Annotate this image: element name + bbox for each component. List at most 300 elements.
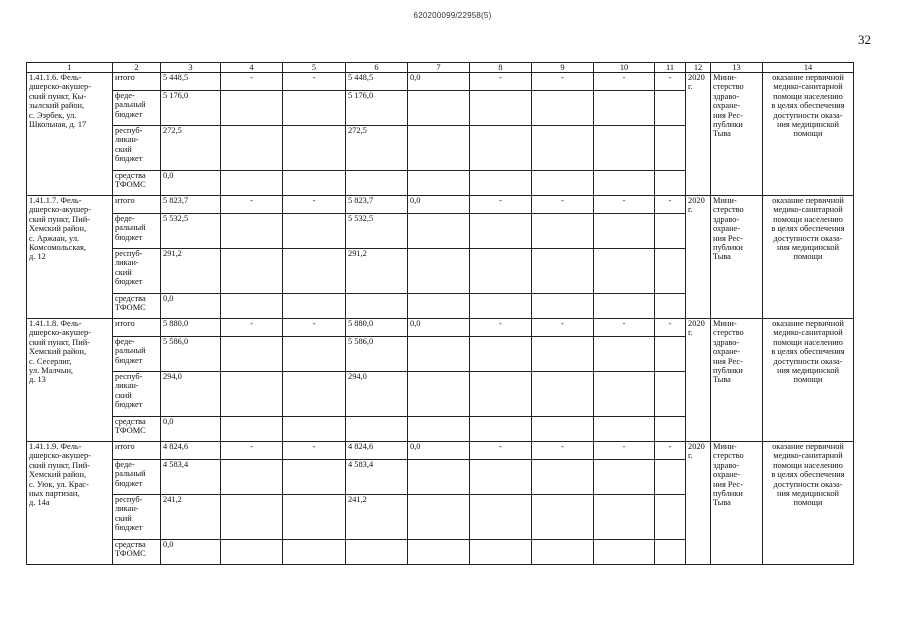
total-col8: - xyxy=(470,442,532,460)
text-line: ликан- xyxy=(115,381,139,391)
text-line: дшерско-акушер- xyxy=(29,205,91,215)
federal-col9 xyxy=(532,460,594,495)
facility-name xyxy=(27,73,113,196)
text-line: ния медицинской xyxy=(776,120,840,130)
text-line: публики xyxy=(713,489,743,499)
text-line: респуб- xyxy=(115,126,143,135)
column-number-9: 9 xyxy=(532,63,594,73)
text-line: ликан- xyxy=(115,258,139,268)
text-line: феде- xyxy=(115,91,135,100)
text-line: публики xyxy=(713,243,743,253)
column-number-5: 5 xyxy=(283,63,346,73)
tfoms-col3: 0,0 xyxy=(161,417,221,442)
total-col3: 5 448,5 xyxy=(161,73,221,91)
text-line: ский xyxy=(115,267,132,277)
facility-name xyxy=(27,442,113,565)
republic-col5 xyxy=(283,372,346,417)
republic-col6: 291,2 xyxy=(346,249,408,294)
executor xyxy=(711,442,763,565)
text-line: феде- xyxy=(115,460,135,469)
federal-col11 xyxy=(655,214,686,249)
tfoms-col10 xyxy=(594,171,655,196)
budget-table xyxy=(26,62,854,565)
goal-description xyxy=(763,73,854,196)
text-line: респуб- xyxy=(115,249,143,258)
tfoms-col6 xyxy=(346,540,408,565)
text-line: охране- xyxy=(713,101,741,111)
text-line: респуб- xyxy=(115,372,143,381)
text-line: публики xyxy=(713,120,743,130)
text-line: Мини- xyxy=(713,442,737,451)
executor xyxy=(711,196,763,319)
tfoms-col3: 0,0 xyxy=(161,171,221,196)
text-line: медико-санитарной xyxy=(773,205,843,215)
column-number-12: 12 xyxy=(686,63,711,73)
tfoms-col9 xyxy=(532,540,594,565)
text-line: с. Уюк, ул. Крас- xyxy=(29,479,89,489)
total-col11: - xyxy=(655,196,686,214)
text-line: Тыва xyxy=(713,252,731,262)
republic-col11 xyxy=(655,495,686,540)
text-line: Тыва xyxy=(713,129,731,139)
source-tfoms-label xyxy=(113,171,161,196)
text-line: бюджет xyxy=(115,523,143,533)
source-republic-label xyxy=(113,126,161,171)
completion-year xyxy=(686,319,711,442)
text-line: дшерско-акушер- xyxy=(29,451,91,461)
text-line: Мини- xyxy=(713,196,737,205)
federal-col3: 5 586,0 xyxy=(161,337,221,372)
text-line: ский xyxy=(115,144,132,154)
republic-col8 xyxy=(470,126,532,171)
source-federal-label xyxy=(113,337,161,372)
text-line: ральный xyxy=(115,223,146,233)
text-line: здраво- xyxy=(713,460,740,470)
federal-col7 xyxy=(408,91,470,126)
text-line: г. xyxy=(688,205,693,215)
column-number-7: 7 xyxy=(408,63,470,73)
total-col5: - xyxy=(283,319,346,337)
total-col8: - xyxy=(470,196,532,214)
total-col5: - xyxy=(283,73,346,91)
republic-col4 xyxy=(221,249,283,294)
column-number-10: 10 xyxy=(594,63,655,73)
federal-col10 xyxy=(594,460,655,495)
document-id: 620200099/22958(5) xyxy=(413,11,492,20)
republic-col7 xyxy=(408,495,470,540)
text-line: с. Сесерлиг, xyxy=(29,356,72,366)
text-line: помощи населению xyxy=(773,91,843,101)
total-col9: - xyxy=(532,442,594,460)
text-line: ТФОМС xyxy=(115,303,146,313)
text-line: в целях обеспечения xyxy=(771,470,845,480)
federal-col6: 5 176,0 xyxy=(346,91,408,126)
republic-col4 xyxy=(221,372,283,417)
text-line: Мини- xyxy=(713,319,737,328)
republic-col11 xyxy=(655,372,686,417)
republic-col10 xyxy=(594,372,655,417)
text-line: здраво- xyxy=(713,91,740,101)
text-line: стерство xyxy=(713,451,744,461)
tfoms-col10 xyxy=(594,540,655,565)
total-col8: - xyxy=(470,73,532,91)
total-col7: 0,0 xyxy=(408,319,470,337)
text-line: Тыва xyxy=(713,498,731,508)
republic-col8 xyxy=(470,495,532,540)
text-line: ния Рес- xyxy=(713,479,743,489)
text-line: ния Рес- xyxy=(713,233,743,243)
total-col4: - xyxy=(221,196,283,214)
tfoms-col9 xyxy=(532,417,594,442)
total-col4: - xyxy=(221,73,283,91)
column-number-2: 2 xyxy=(113,63,161,73)
text-line: с. Аржаан, ул. xyxy=(29,233,80,243)
federal-col4 xyxy=(221,214,283,249)
column-number-row xyxy=(27,63,854,73)
total-col9: - xyxy=(532,196,594,214)
federal-col10 xyxy=(594,337,655,372)
text-line: бюджет xyxy=(115,355,143,365)
text-line: 1.41.1.9. Фель- xyxy=(29,442,82,451)
text-line: ский пункт, Пий- xyxy=(29,460,90,470)
tfoms-col9 xyxy=(532,294,594,319)
tfoms-col8 xyxy=(470,294,532,319)
total-col11: - xyxy=(655,442,686,460)
text-line: ликан- xyxy=(115,135,139,145)
text-line: доступности оказа- xyxy=(773,356,843,366)
source-total-label: итого xyxy=(113,319,161,337)
tfoms-col6 xyxy=(346,417,408,442)
federal-col8 xyxy=(470,460,532,495)
republic-col3: 272,5 xyxy=(161,126,221,171)
republic-col7 xyxy=(408,249,470,294)
table-row-total xyxy=(27,319,854,337)
republic-col5 xyxy=(283,495,346,540)
text-line: г. xyxy=(688,82,693,92)
tfoms-col11 xyxy=(655,540,686,565)
republic-col4 xyxy=(221,495,283,540)
republic-col11 xyxy=(655,126,686,171)
tfoms-col4 xyxy=(221,171,283,196)
text-line: Комсомольская, xyxy=(29,243,86,253)
text-line: зылский район, xyxy=(29,101,85,111)
text-line: д. 12 xyxy=(29,252,46,262)
text-line: 2020 xyxy=(688,442,705,451)
federal-col4 xyxy=(221,337,283,372)
republic-col7 xyxy=(408,126,470,171)
text-line: оказание первичной xyxy=(772,73,844,82)
republic-col6: 272,5 xyxy=(346,126,408,171)
text-line: ТФОМС xyxy=(115,180,146,190)
total-col6: 5 448,5 xyxy=(346,73,408,91)
republic-col7 xyxy=(408,372,470,417)
federal-col5 xyxy=(283,337,346,372)
text-line: средства xyxy=(115,294,146,303)
facility-name xyxy=(27,319,113,442)
goal-description xyxy=(763,319,854,442)
source-federal-label xyxy=(113,91,161,126)
total-col6: 5 880,0 xyxy=(346,319,408,337)
total-col4: - xyxy=(221,442,283,460)
text-line: Хемский район, xyxy=(29,347,87,357)
text-line: ных партизан, xyxy=(29,489,80,499)
text-line: бюджет xyxy=(115,154,143,164)
executor xyxy=(711,319,763,442)
republic-col10 xyxy=(594,126,655,171)
federal-col10 xyxy=(594,91,655,126)
text-line: ул. Малчын, xyxy=(29,366,74,376)
source-tfoms-label xyxy=(113,540,161,565)
federal-col6: 5 532,5 xyxy=(346,214,408,249)
total-col11: - xyxy=(655,319,686,337)
republic-col9 xyxy=(532,249,594,294)
total-col11: - xyxy=(655,73,686,91)
source-republic-label xyxy=(113,249,161,294)
text-line: медико-санитарной xyxy=(773,82,843,92)
text-line: охране- xyxy=(713,224,741,234)
goal-description xyxy=(763,196,854,319)
tfoms-col5 xyxy=(283,294,346,319)
republic-col10 xyxy=(594,495,655,540)
federal-col4 xyxy=(221,91,283,126)
total-col7: 0,0 xyxy=(408,73,470,91)
total-col6: 5 823,7 xyxy=(346,196,408,214)
tfoms-col11 xyxy=(655,171,686,196)
tfoms-col5 xyxy=(283,171,346,196)
goal-description xyxy=(763,442,854,565)
text-line: 2020 xyxy=(688,196,705,205)
text-line: помощи xyxy=(793,129,823,139)
text-line: медико-санитарной xyxy=(773,451,843,461)
total-col10: - xyxy=(594,319,655,337)
text-line: ния Рес- xyxy=(713,356,743,366)
text-line: помощи xyxy=(793,375,823,385)
text-line: Хемский район, xyxy=(29,224,87,234)
federal-col3: 5 532,5 xyxy=(161,214,221,249)
text-line: оказание первичной xyxy=(772,196,844,205)
federal-col5 xyxy=(283,460,346,495)
text-line: г. xyxy=(688,451,693,461)
tfoms-col5 xyxy=(283,417,346,442)
page-number: 32 xyxy=(858,32,871,47)
text-line: бюджет xyxy=(115,232,143,242)
column-number-1: 1 xyxy=(27,63,113,73)
tfoms-col8 xyxy=(470,540,532,565)
federal-col3: 5 176,0 xyxy=(161,91,221,126)
total-col7: 0,0 xyxy=(408,196,470,214)
total-col8: - xyxy=(470,319,532,337)
tfoms-col10 xyxy=(594,294,655,319)
text-line: в целях обеспечения xyxy=(771,101,845,111)
republic-col5 xyxy=(283,126,346,171)
source-federal-label xyxy=(113,214,161,249)
tfoms-col8 xyxy=(470,417,532,442)
text-line: ский пункт, Пий- xyxy=(29,214,90,224)
federal-col8 xyxy=(470,91,532,126)
federal-col5 xyxy=(283,214,346,249)
text-line: помощи населению xyxy=(773,337,843,347)
federal-col7 xyxy=(408,460,470,495)
text-line: д. 13 xyxy=(29,375,46,385)
text-line: ТФОМС xyxy=(115,549,146,559)
source-tfoms-label xyxy=(113,294,161,319)
column-number-3: 3 xyxy=(161,63,221,73)
republic-col8 xyxy=(470,372,532,417)
text-line: 2020 xyxy=(688,319,705,328)
completion-year xyxy=(686,73,711,196)
text-line: респуб- xyxy=(115,495,143,504)
republic-col8 xyxy=(470,249,532,294)
total-col10: - xyxy=(594,196,655,214)
tfoms-col7 xyxy=(408,540,470,565)
text-line: здраво- xyxy=(713,214,740,224)
text-line: ТФОМС xyxy=(115,426,146,436)
total-col3: 5 823,7 xyxy=(161,196,221,214)
republic-col9 xyxy=(532,495,594,540)
text-line: Хемский район, xyxy=(29,470,87,480)
total-col9: - xyxy=(532,73,594,91)
total-col5: - xyxy=(283,442,346,460)
tfoms-col7 xyxy=(408,171,470,196)
text-line: помощи xyxy=(793,252,823,262)
tfoms-col3: 0,0 xyxy=(161,540,221,565)
tfoms-col7 xyxy=(408,417,470,442)
text-line: доступности оказа- xyxy=(773,110,843,120)
federal-col7 xyxy=(408,337,470,372)
total-col9: - xyxy=(532,319,594,337)
text-line: бюджет xyxy=(115,478,143,488)
tfoms-col11 xyxy=(655,294,686,319)
tfoms-col6 xyxy=(346,171,408,196)
federal-col11 xyxy=(655,460,686,495)
text-line: охране- xyxy=(713,347,741,357)
total-col3: 4 824,6 xyxy=(161,442,221,460)
facility-name xyxy=(27,196,113,319)
tfoms-col10 xyxy=(594,417,655,442)
column-number-14: 14 xyxy=(763,63,854,73)
text-line: дшерско-акушер- xyxy=(29,328,91,338)
text-line: средства xyxy=(115,417,146,426)
republic-col6: 241,2 xyxy=(346,495,408,540)
federal-col11 xyxy=(655,337,686,372)
text-line: ский xyxy=(115,513,132,523)
federal-col9 xyxy=(532,91,594,126)
text-line: медико-санитарной xyxy=(773,328,843,338)
tfoms-col5 xyxy=(283,540,346,565)
federal-col6: 5 586,0 xyxy=(346,337,408,372)
republic-col3: 291,2 xyxy=(161,249,221,294)
text-line: стерство xyxy=(713,205,744,215)
text-line: бюджет xyxy=(115,277,143,287)
executor xyxy=(711,73,763,196)
completion-year xyxy=(686,196,711,319)
text-line: бюджет xyxy=(115,109,143,119)
republic-col4 xyxy=(221,126,283,171)
federal-col3: 4 583,4 xyxy=(161,460,221,495)
federal-col8 xyxy=(470,337,532,372)
text-line: Школьная, д. 17 xyxy=(29,120,87,130)
text-line: д. 14а xyxy=(29,498,50,508)
federal-col4 xyxy=(221,460,283,495)
column-number-8: 8 xyxy=(470,63,532,73)
column-number-11: 11 xyxy=(655,63,686,73)
text-line: публики xyxy=(713,366,743,376)
column-number-4: 4 xyxy=(221,63,283,73)
text-line: ния Рес- xyxy=(713,110,743,120)
republic-col6: 294,0 xyxy=(346,372,408,417)
column-number-13: 13 xyxy=(711,63,763,73)
tfoms-col4 xyxy=(221,540,283,565)
source-total-label: итого xyxy=(113,442,161,460)
republic-col10 xyxy=(594,249,655,294)
text-line: ликан- xyxy=(115,504,139,514)
table-row-total xyxy=(27,196,854,214)
text-line: 1.41.1.7. Фель- xyxy=(29,196,82,205)
source-total-label: итого xyxy=(113,196,161,214)
total-col10: - xyxy=(594,442,655,460)
republic-col11 xyxy=(655,249,686,294)
text-line: помощи населению xyxy=(773,214,843,224)
republic-col9 xyxy=(532,126,594,171)
text-line: ния медицинской xyxy=(776,489,840,499)
text-line: доступности оказа- xyxy=(773,479,843,489)
text-line: ральный xyxy=(115,100,146,110)
source-total-label: итого xyxy=(113,73,161,91)
text-line: охране- xyxy=(713,470,741,480)
text-line: оказание первичной xyxy=(772,319,844,328)
tfoms-col4 xyxy=(221,294,283,319)
federal-col9 xyxy=(532,214,594,249)
text-line: ния медицинской xyxy=(776,243,840,253)
text-line: 1.41.1.8. Фель- xyxy=(29,319,82,328)
text-line: помощи населению xyxy=(773,460,843,470)
text-line: доступности оказа- xyxy=(773,233,843,243)
text-line: феде- xyxy=(115,214,135,223)
total-col10: - xyxy=(594,73,655,91)
federal-col9 xyxy=(532,337,594,372)
text-line: г. xyxy=(688,328,693,338)
tfoms-col6 xyxy=(346,294,408,319)
text-line: с. Ээрбек, ул. xyxy=(29,110,77,120)
text-line: бюджет xyxy=(115,400,143,410)
text-line: ральный xyxy=(115,346,146,356)
federal-col10 xyxy=(594,214,655,249)
text-line: ский xyxy=(115,390,132,400)
text-line: средства xyxy=(115,540,146,549)
federal-col6: 4 583,4 xyxy=(346,460,408,495)
text-line: ский пункт, Пий- xyxy=(29,337,90,347)
completion-year xyxy=(686,442,711,565)
text-line: Мини- xyxy=(713,73,737,82)
text-line: средства xyxy=(115,171,146,180)
tfoms-col8 xyxy=(470,171,532,196)
republic-col3: 294,0 xyxy=(161,372,221,417)
total-col3: 5 880,0 xyxy=(161,319,221,337)
text-line: феде- xyxy=(115,337,135,346)
total-col6: 4 824,6 xyxy=(346,442,408,460)
text-line: дшерско-акушер- xyxy=(29,82,91,92)
source-republic-label xyxy=(113,495,161,540)
text-line: помощи xyxy=(793,498,823,508)
text-line: 1.41.1.6. Фель- xyxy=(29,73,82,82)
column-number-6: 6 xyxy=(346,63,408,73)
source-tfoms-label xyxy=(113,417,161,442)
text-line: в целях обеспечения xyxy=(771,224,845,234)
republic-col5 xyxy=(283,249,346,294)
tfoms-col9 xyxy=(532,171,594,196)
republic-col9 xyxy=(532,372,594,417)
text-line: здраво- xyxy=(713,337,740,347)
